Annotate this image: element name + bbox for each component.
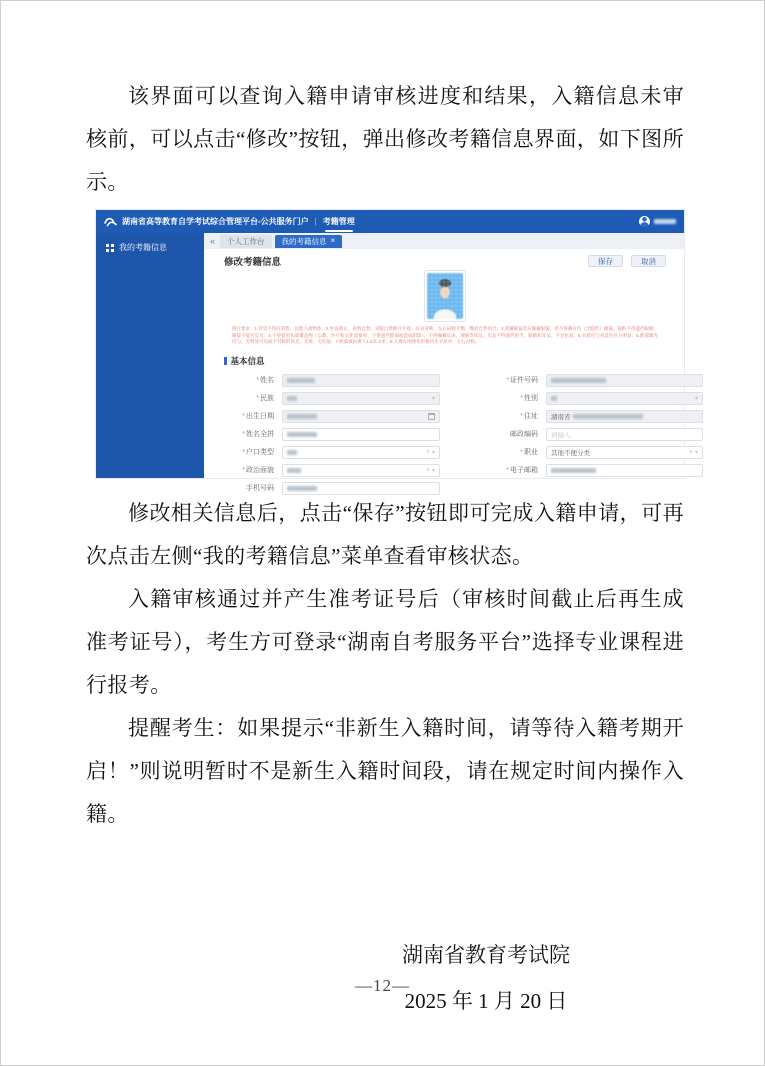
panel-title: 修改考籍信息 xyxy=(224,257,282,268)
paragraph-exam-number: 入籍审核通过并产生准考证号后（审核时间截止后再生成准考证号），考生方可登录“湖南自考服务平台”选择专业课程进行报考。 xyxy=(86,587,684,697)
chevron-down-icon xyxy=(432,467,435,474)
section-accent-bar xyxy=(224,357,227,365)
candidate-photo[interactable] xyxy=(424,270,466,322)
tab-bar xyxy=(204,233,684,249)
ethnicity-label: * 民族 xyxy=(224,393,274,403)
postal-code-label: 邮政编码 xyxy=(510,431,538,438)
section-title-basic-info: 基本信息 xyxy=(230,356,265,366)
sidebar-item-my-kaoji-info[interactable] xyxy=(96,233,204,253)
page-number: —12— xyxy=(355,976,410,995)
platform-title: 湖南省高等教育自学考试综合管理平台-公共服务门户 xyxy=(122,217,309,226)
platform-logo-icon xyxy=(104,216,117,227)
ethnicity-select[interactable] xyxy=(282,392,440,405)
name-pinyin-label: * 姓名全拼 xyxy=(224,429,274,439)
paragraph-save: 修改相关信息后，点击“保存”按钮即可完成入籍申请，可再次点击左侧“我的考籍信息”菜单查看审核状态。 xyxy=(86,501,684,568)
id-number-label: * 证件号码 xyxy=(448,375,538,385)
occupation-select[interactable]: 其他不便分类 × ▾ xyxy=(546,446,703,459)
birth-date-label: * 出生日期 xyxy=(224,411,274,421)
chevron-down-icon xyxy=(695,449,698,456)
candidate-photo-image xyxy=(427,273,463,319)
household-type-select[interactable] xyxy=(282,446,440,459)
calendar-icon xyxy=(428,413,435,420)
name-input[interactable] xyxy=(282,374,440,387)
username-redacted[interactable] xyxy=(654,219,676,224)
issue-date: 2025 年 1 月 20 日 xyxy=(404,989,568,1013)
occupation-label: * 职业 xyxy=(448,447,538,457)
edit-kaoji-panel xyxy=(204,249,684,492)
user-avatar-icon[interactable] xyxy=(639,216,650,227)
mobile-label: 手机号码 xyxy=(246,485,274,492)
app-topbar xyxy=(96,210,684,233)
grid-menu-icon xyxy=(106,244,109,247)
save-button[interactable]: 保存 xyxy=(588,255,623,267)
email-label: * 电子邮箱 xyxy=(448,465,538,475)
clear-icon[interactable] xyxy=(426,449,430,456)
address-label: * 住址 xyxy=(448,411,538,421)
email-input[interactable] xyxy=(546,464,703,477)
tab-label: 我的考籍信息 xyxy=(281,236,327,246)
tab-personal-workbench[interactable]: 个人工作台 xyxy=(220,235,272,248)
gender-label: * 性别 xyxy=(448,393,538,403)
photo-requirements-notice: 照片要求：1.背景不得有阴影、其他人或物体；2.坐姿端正，表情自然，双眼自然睁开平视，耳朵对称，左右肩膀平衡，嘴唇自然闭合；3.常戴眼镜者应佩戴眼镜，但不得戴有色（含隐形）眼镜，镜框不得遮挡眼睛，眼镜不能有反光；4.不得使用头部覆盖物（宗教、医疗和文化需要时，不得遮挡脸部或造成阴影），不得佩戴耳环、项链等饰品，头发不得遮挡眉毛、眼睛和耳朵，不宜化妆；5.衣着应与背景色区分明显；6.脸部曝光均匀，无明显可见或不对称的高光、光斑，无红眼；7.距离被拍摄人1.5米-2米；8.人像在图像矩形框内水平居中，左右对称。 xyxy=(232,326,658,344)
clear-icon[interactable] xyxy=(689,449,693,456)
basic-info-form xyxy=(224,371,666,497)
sidebar-item-label: 我的考籍信息 xyxy=(119,243,167,252)
address-input[interactable]: 湖南省 xyxy=(546,410,703,423)
tab-my-kaoji-info[interactable] xyxy=(275,235,343,248)
birth-date-input[interactable] xyxy=(282,410,440,423)
tab-close-icon[interactable]: × xyxy=(330,236,336,245)
household-type-label: * 户口类型 xyxy=(224,447,274,457)
mobile-input[interactable] xyxy=(282,482,440,495)
issuer-name: 湖南省教育考试院 xyxy=(402,943,570,967)
app-sidebar xyxy=(96,233,204,478)
chevron-down-icon xyxy=(432,395,435,402)
id-number-input[interactable] xyxy=(546,374,703,387)
chevron-down-icon xyxy=(695,395,698,402)
political-status-select[interactable] xyxy=(282,464,440,477)
name-label: * 姓名 xyxy=(224,375,274,385)
collapse-sidebar-icon[interactable]: « xyxy=(210,236,216,246)
topbar-menu-kaoji[interactable]: 考籍管理 xyxy=(322,216,355,226)
name-pinyin-input[interactable] xyxy=(282,428,440,441)
embedded-screenshot xyxy=(96,210,684,492)
chevron-down-icon xyxy=(432,449,435,456)
gender-select[interactable] xyxy=(546,392,703,405)
cancel-button[interactable]: 取消 xyxy=(631,255,666,267)
postal-code-input[interactable]: 请输入 xyxy=(546,428,703,441)
political-status-label: * 政治面貌 xyxy=(224,465,274,475)
paragraph-reminder: 提醒考生：如果提示“非新生入籍时间，请等待入籍考期开启！”则说明暂时不是新生入籍时间段，请在规定时间内操作入籍。 xyxy=(86,716,684,826)
clear-icon[interactable] xyxy=(426,467,430,474)
topbar-divider: | xyxy=(314,217,317,226)
paragraph-intro: 该界面可以查询入籍申请审核进度和结果，入籍信息未审核前，可以点击“修改”按钮，弹出修改考籍信息界面，如下图所示。 xyxy=(86,84,684,194)
